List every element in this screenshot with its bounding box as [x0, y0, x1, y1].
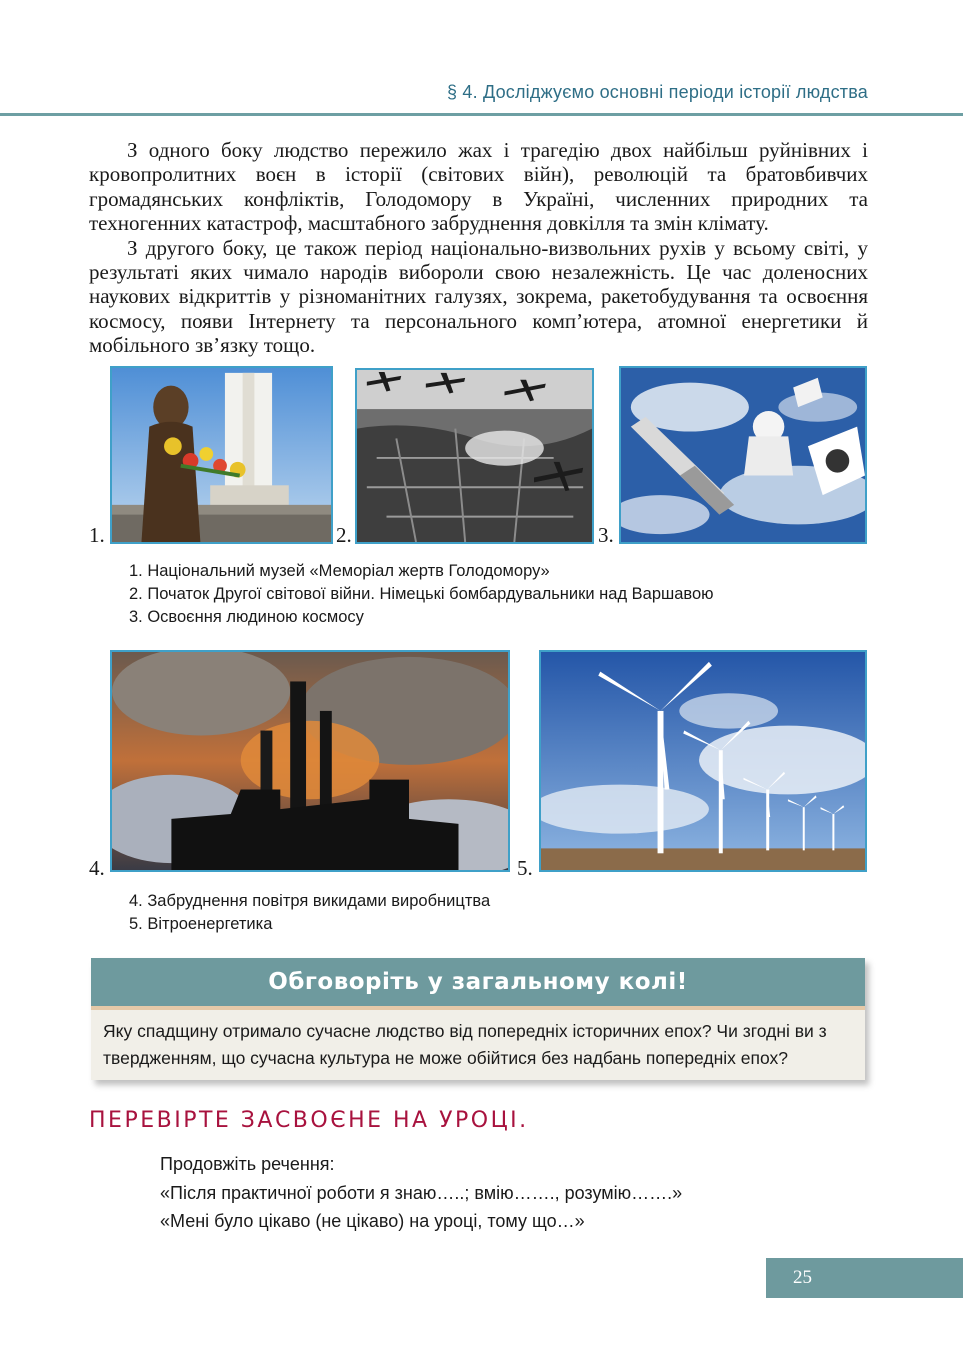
figure-number: 1. — [89, 523, 105, 547]
check-line: «Після практичної роботи я знаю…..; вмію……., розумію…….» — [160, 1182, 683, 1203]
figure-number: 3. — [598, 523, 614, 547]
photo-air-pollution — [110, 650, 510, 872]
header-divider — [0, 113, 963, 116]
figure-number: 2. — [336, 523, 352, 547]
check-lines — [160, 1150, 682, 1236]
caption: 3. Освоєння людиною космосу — [129, 608, 364, 626]
caption: 1. Національний музей «Меморіал жертв Голодомору» — [129, 562, 550, 580]
check-line: Продовжіть речення: — [160, 1154, 335, 1174]
figure-captions-top — [129, 560, 714, 629]
running-header — [0, 78, 963, 118]
discussion-text: Яку спадщину отримало сучасне людство від попередніх історичних епох? Чи згодні ви з твердженням, що сучасна культура не може обійтися без надбань попередніх епох? — [103, 1021, 827, 1068]
main-text — [89, 138, 868, 358]
photo-wind-energy — [539, 650, 867, 872]
photo-holodomor-memorial — [110, 366, 333, 544]
paragraph: З одного боку людство пережило жах і трагедію двох найбільш руйнівних і кровопролитних воєн в історії (світових війн), революцій та братовбивчих громадянських конфліктів, Голодомору в Україні, численних природних та техногенних катастроф, масштабного забруднення довкілля та змін клімату. — [89, 138, 868, 236]
caption: 2. Початок Другої світової війни. Німецькі бомбардувальники над Варшавою — [129, 585, 714, 603]
discussion-title: Обговоріть у загальному колі! — [91, 958, 865, 1006]
figure-captions-bottom — [129, 890, 490, 936]
figure-number: 4. — [89, 856, 105, 880]
page-number: 25 — [766, 1258, 963, 1298]
paragraph: З другого боку, це також період національно-визвольних рухів у всьому світі, у результаті яких чимало народів вибороли свою незалежність. Це час доленосних наукових відкриттів у різноманітних галузях, зокрема, ракетобудування та освоєння космосу, появи Інтернету та персонального комп’ютера, атомної енергетики й мобільного зв’язку тощо. — [89, 235, 868, 358]
photo-space-exploration — [619, 366, 867, 544]
check-title: ПЕРЕВІРТЕ ЗАСВОЄНЕ НА УРОЦІ. — [89, 1108, 529, 1133]
caption: 5. Вітроенергетика — [129, 915, 273, 933]
header-title: § 4. Досліджуємо основні періоди історії людства — [446, 82, 868, 102]
photo-ww2-bombers — [355, 368, 594, 544]
caption: 4. Забруднення повітря викидами виробництва — [129, 892, 491, 910]
figure-number: 5. — [517, 856, 533, 880]
check-line: «Мені було цікаво (не цікаво) на уроці, тому що…» — [160, 1211, 585, 1231]
discussion-box — [91, 958, 865, 1080]
